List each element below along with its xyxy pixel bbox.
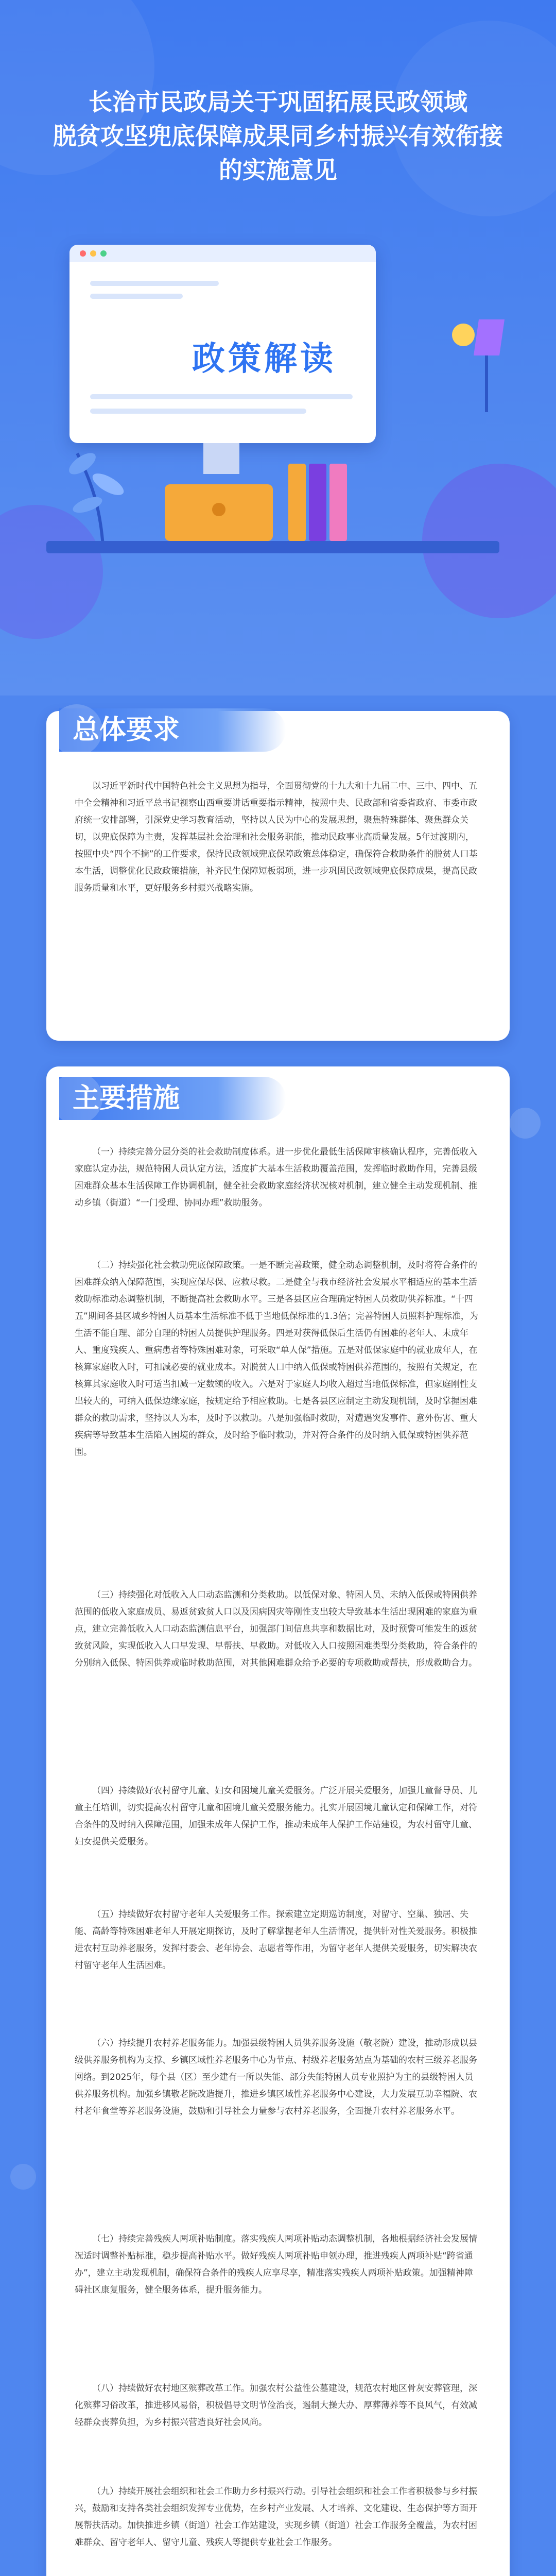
paragraph: （八）持续做好农村地区殡葬改革工作。加强农村公益性公墓建设，规范农村地区骨灰安葬管理，深化殡葬习俗改革，推进移风易俗，积极倡导文明节俭治丧，遏制大操大办、厚葬薄养等不良风气，有效减轻群众丧葬负担，为乡村振兴营造良好社会风尚。 [75,2383,477,2428]
lamp-icon [448,309,520,412]
title-line-3: 的实施意见 [219,156,337,184]
monitor-stand [203,443,239,474]
paragraph: （七）持续完善残疾人两项补贴制度。落实残疾人两项补贴动态调整机制，各地根据经济社会发展情况适时调整补贴标准，稳步提高补贴水平。做好残疾人两项补贴申领办理，推进残疾人两项补贴“跨省通办”，建立主动发现机制，确保符合条件的残疾人应享尽享，精准落实残疾人两项补贴政策。加强精神障碍社区康复服务，健全服务体系，提升服务能力。 [75,2234,477,2295]
hero-banner [0,0,556,696]
section-heading-overview [59,708,286,752]
window-topbar [70,245,376,262]
binder-purple-icon [309,464,326,541]
deco-bubble [510,1108,541,1139]
deco-bubble [10,2164,36,2190]
section-heading-text: 总体要求 [73,715,180,745]
banner-text: 政策解读 [192,340,336,378]
section-heading-text: 主要措施 [73,1083,180,1114]
paragraph: 以习近平新时代中国特色社会主义思想为指导，全面贯彻党的十九大和十九届二中、三中、四中、五中全会精神和习近平总书记视察山西重要讲话重要指示精神，按照中央、民政部和省委省政府、市委市政府统一安排部署，引深党史学习教育活动，坚持以人民为中心的发展思想，聚焦特殊群体、聚焦群众关切，以兜底保障为主责，发挥基层社会治理和社会服务职能，推动民政事业高质量发展。5年过渡期内，按照中央“四个不摘”的工作要求，保持民政领域兜底保障政策总体稳定，确保符合救助条件的脱贫人口基本生活，调整优化民政政策措施，补齐民生保障短板弱项，进一步巩固民政领域兜底保障成果，提高民政服务质量和水平，更好服务乡村振兴战略实施。 [75,781,478,893]
plant-icon [62,422,144,546]
doc-line [90,281,219,286]
orange-box-icon [165,484,273,541]
box-hole [212,503,225,516]
paragraph: （三）持续强化对低收入人口动态监测和分类救助。以低保对象、特困人员、未纳入低保或特困供养范围的低收入家庭成员、易返贫致贫人口以及因病因灾等刚性支出较大导致基本生活出现困难的家庭为重点，建立完善低收入人口动态监测信息平台，加强部门间信息共享和数据比对，及时预警可能发生的返贫致贫风险，实现低收入人口早发现、早帮扶、早救助。对低收入人口按照困难类型分类救助，符合条件的分别纳入低保、特困供养或临时救助范围，对其他困难群众给予必要的专项救助或帮扶，形成救助合力。 [75,1590,477,1668]
paragraph: （一）持续完善分层分类的社会救助制度体系。进一步优化最低生活保障审核确认程序，完善低收入家庭认定办法，规范特困人员认定方法，适度扩大基本生活救助覆盖范围，发挥临时救助作用，完善县级困难群众基本生活保障工作协调机制，健全社会救助家庭经济状况核对机制，建立健全主动发现机制、推动乡镇（街道）“一门受理、协同办理”救助服务。 [75,1147,477,1208]
window-dot-green [100,250,107,257]
window-dot-yellow [90,250,96,257]
section-heading-measures [59,1077,286,1120]
paragraph: （四）持续做好农村留守儿童、妇女和困境儿童关爱服务。广泛开展关爱服务，加强儿童督导员、儿童主任培训，切实提高农村留守儿童和困境儿童关爱服务能力。扎实开展困境儿童认定和保障工作，对符合条件的及时纳入保障范围，加强未成年人保护工作，推动未成年人保护工作站建设，为农村留守儿童、妇女提供关爱服务。 [75,1786,477,1847]
doc-line [90,409,306,414]
title-line-2: 脱贫攻坚兜底保障成果同乡村振兴有效衔接 [53,122,503,150]
paragraph: （九）持续开展社会组织和社会工作助力乡村振兴行动。引导社会组织和社会工作者积极参与乡村振兴，鼓励和支持各类社会组织发挥专业优势，在乡村产业发展、人才培养、文化建设、生态保护等方面开展帮扶活动。加快推进乡镇（街道）社会工作站建设，实现乡镇（街道）社会工作服务全覆盖，为农村困难群众、留守老年人、留守儿童、残疾人等提供专业社会工作服务。 [75,2486,477,2548]
monitor-illustration [70,245,376,443]
binder-orange-icon [288,464,306,541]
window-dot-red [80,250,86,257]
page-title [31,85,525,187]
desk [46,541,499,553]
doc-line [90,294,183,299]
paragraph: （二）持续强化社会救助兜底保障政策。一是不断完善政策，健全动态调整机制，及时将符合条件的困难群众纳入保障范围，实现应保尽保、应救尽救。二是健全与我市经济社会发展水平相适应的基本生活救助标准动态调整机制，不断提高社会救助水平。三是各县区应合理确定特困人员救助供养标准。“十四五”期间各县区城乡特困人员基本生活标准不低于当地低保标准的1.3倍；完善特困人员照料护理标准，为生活不能自理、部分自理的特困人员提供护理服务。四是对获得低保后生活仍有困难的老年人、未成年人、重度残疾人、重病患者等特殊困难对象，可采取“单人保”措施。五是对低保家庭中的就业成年人，在核算家庭收入时，可扣减必要的就业成本。对脱贫人口中纳入低保或特困供养范围的，按照有关规定，在核算其家庭收入时可适当扣减一定数额的收入。六是对于家庭人均收入超过当地低保标准，但家庭刚性支出较大的，可纳入低保边缘家庭，按规定给予相应救助。七是各县区应制定主动发现机制，及时掌握困难群众的救助需求，坚持以人为本，及时予以救助。八是加强临时救助，对遭遇突发事件、意外伤害、重大疾病等导致基本生活陷入困境的群众，及时给予临时救助，并对符合条件的及时纳入低保或特困供养范围。 [75,1260,478,1458]
title-line-1: 长治市民政局关于巩固拓展民政领域 [89,88,467,116]
binder-pink-icon [329,464,347,541]
paragraph: （六）持续提升农村养老服务能力。加强县级特困人员供养服务设施（敬老院）建设，推动形成以县级供养服务机构为支撑、乡镇区域性养老服务中心为节点、村级养老服务站点为基础的农村三级养老服务网络。到2025年，每个县（区）至少建有一所以失能、部分失能特困人员专业照护为主的县级特困人员供养服务机构。加强乡镇敬老院改造提升，推进乡镇区域性养老服务中心建设，大力发展互助幸福院、农村老年食堂等养老服务设施，鼓励和引导社会力量参与农村养老服务，全面提升农村养老服务水平。 [75,2038,477,2116]
paragraph: （五）持续做好农村留守老年人关爱服务工作。探索建立定期巡访制度，对留守、空巢、独居、失能、高龄等特殊困难老年人开展定期探访，及时了解掌握老年人生活情况，提供针对性关爱服务。积极推进农村互助养老服务，发挥村委会、老年协会、志愿者等作用，为留守老年人提供关爱服务，切实解决农村留守老年人生活困难。 [75,1909,477,1971]
doc-line [90,394,353,399]
